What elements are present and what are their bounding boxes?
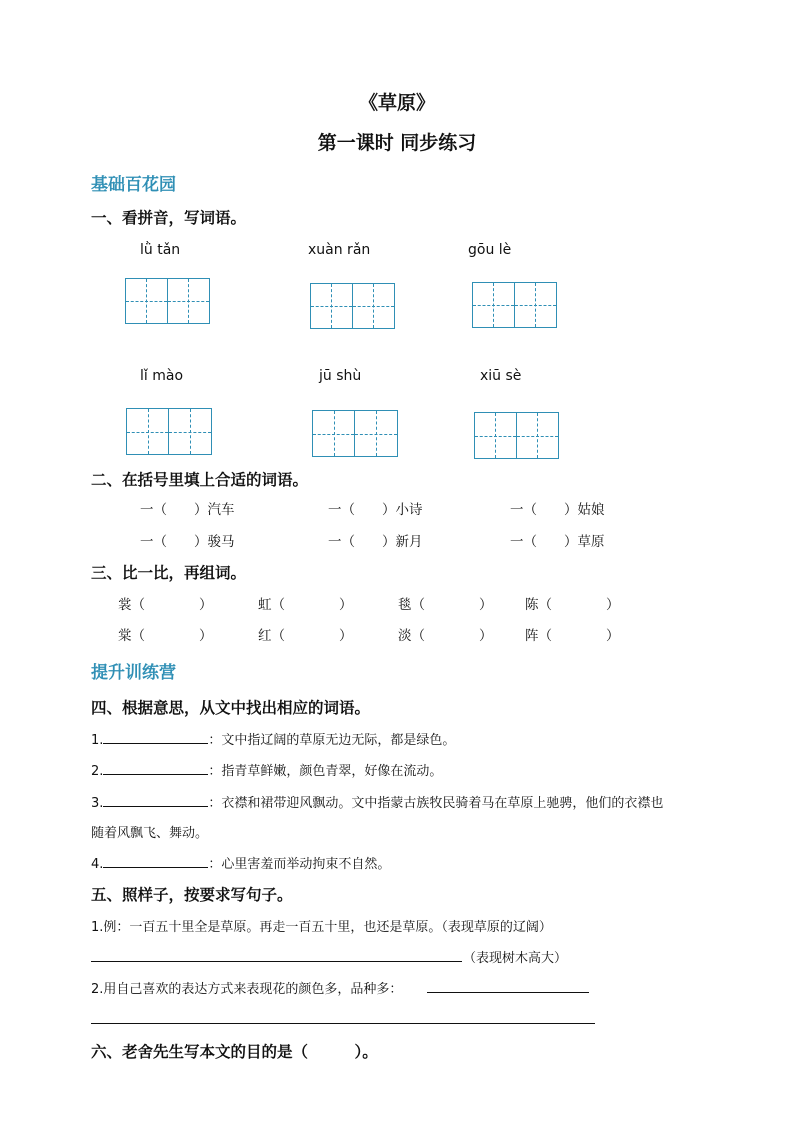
pinyin-label: gōu lè	[468, 242, 512, 258]
pinyin-label: jū shù	[319, 368, 362, 384]
fill-item: 一（ ）骏马	[140, 534, 235, 550]
item-number: 4.	[91, 857, 104, 872]
answer-line[interactable]	[91, 1023, 595, 1024]
section-heading-basic: 基础百花园	[91, 175, 176, 195]
pinyin-label: xuàn rǎn	[308, 242, 371, 258]
question-1-heading: 一、看拼音，写词语。	[91, 209, 247, 227]
compare-item: 淡（ ）	[398, 628, 493, 644]
page-subtitle: 第一课时 同步练习	[317, 132, 477, 154]
compare-item: 裳（ ）	[118, 597, 213, 613]
answer-blank[interactable]	[103, 761, 208, 775]
example-sentence: 1.例：一百五十里全是草原。再走一百五十里，也还是草原。（表现草原的辽阔）	[91, 920, 552, 935]
answer-line[interactable]	[91, 961, 462, 962]
compare-item: 阵（ ）	[525, 628, 620, 644]
fill-item: 一（ ）汽车	[140, 502, 235, 518]
answer-blank[interactable]	[103, 854, 208, 868]
pinyin-label: lǜ tǎn	[140, 242, 181, 258]
requirement-note: （表现树木高大）	[463, 951, 568, 966]
definition-row	[91, 792, 663, 811]
definition-text: ：文中指辽阔的草原无边无际，都是绿色。	[208, 733, 456, 748]
compare-item: 棠（ ）	[118, 628, 213, 644]
definition-continuation: 随着风飘飞、舞动。	[91, 826, 209, 841]
prompt-text: 2.用自己喜欢的表达方式来表现花的颜色多，品种多：	[91, 982, 403, 997]
writing-grid[interactable]	[474, 412, 559, 459]
compare-item: 毯（ ）	[398, 597, 493, 613]
writing-grid[interactable]	[310, 283, 395, 329]
writing-grid[interactable]	[126, 408, 212, 455]
answer-blank[interactable]	[103, 793, 208, 807]
fill-item: 一（ ）草原	[510, 534, 605, 550]
section-heading-advanced: 提升训练营	[91, 663, 176, 683]
answer-blank[interactable]	[103, 730, 208, 744]
definition-text: ：衣襟和裙带迎风飘动。文中指蒙古族牧民骑着马在草原上驰骋，他们的衣襟也	[208, 796, 664, 811]
definition-row	[91, 853, 390, 872]
definition-text: ：心里害羞而举动拘束不自然。	[208, 857, 391, 872]
item-number: 2.	[91, 764, 104, 779]
question-5-heading: 五、照样子，按要求写句子。	[91, 886, 293, 904]
pinyin-label: xiū sè	[480, 368, 522, 384]
question-6-heading: 六、老舍先生写本文的目的是（ ）。	[91, 1043, 378, 1061]
definition-row	[91, 760, 442, 779]
compare-item: 红（ ）	[258, 628, 353, 644]
answer-line[interactable]	[427, 992, 589, 993]
pinyin-label: lǐ mào	[140, 368, 184, 384]
question-4-heading: 四、根据意思，从文中找出相应的词语。	[91, 699, 371, 717]
compare-item: 陈（ ）	[525, 597, 620, 613]
compare-item: 虹（ ）	[258, 597, 353, 613]
fill-item: 一（ ）姑娘	[510, 502, 605, 518]
definition-row	[91, 729, 455, 748]
item-number: 1.	[91, 733, 104, 748]
writing-grid[interactable]	[312, 410, 398, 457]
page-title: 《草原》	[358, 92, 435, 114]
fill-item: 一（ ）小诗	[328, 502, 423, 518]
question-3-heading: 三、比一比，再组词。	[91, 564, 247, 582]
writing-grid[interactable]	[125, 278, 210, 324]
item-number: 3.	[91, 796, 104, 811]
question-2-heading: 二、在括号里填上合适的词语。	[91, 471, 309, 489]
definition-text: ：指青草鲜嫩，颜色青翠，好像在流动。	[208, 764, 443, 779]
writing-grid[interactable]	[472, 282, 557, 328]
fill-item: 一（ ）新月	[328, 534, 423, 550]
